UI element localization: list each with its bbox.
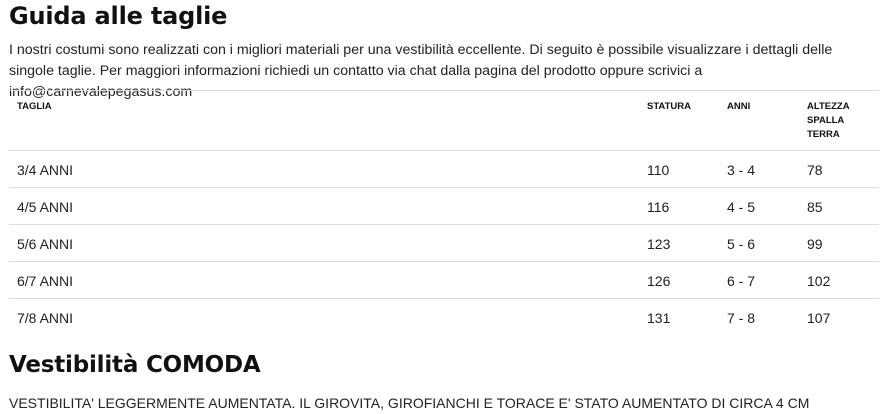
table-row <box>9 225 879 262</box>
size-table <box>9 90 879 336</box>
cell-anni: 5 - 6 <box>727 236 756 252</box>
table-row <box>9 151 879 188</box>
table-row <box>9 262 879 299</box>
cell-altezza: 99 <box>807 236 823 252</box>
cell-taglia: 6/7 ANNI <box>17 273 74 289</box>
cell-taglia: 3/4 ANNI <box>17 162 74 178</box>
column-header-statura: STATURA <box>647 101 691 112</box>
cell-taglia: 4/5 ANNI <box>17 199 74 215</box>
cell-anni: 6 - 7 <box>727 273 756 289</box>
cell-statura: 110 <box>647 162 670 178</box>
cell-altezza: 107 <box>807 310 831 326</box>
table-row <box>9 188 879 225</box>
cell-statura: 126 <box>647 273 671 289</box>
size-table-header-row <box>9 91 879 151</box>
cell-taglia: 7/8 ANNI <box>17 310 74 326</box>
cell-altezza: 85 <box>807 199 823 215</box>
cell-anni: 7 - 8 <box>727 310 756 326</box>
cell-altezza: 78 <box>807 162 823 178</box>
cell-anni: 4 - 5 <box>727 199 756 215</box>
cell-statura: 123 <box>647 236 671 252</box>
cell-taglia: 5/6 ANNI <box>17 236 74 252</box>
size-guide-intro: I nostri costumi sono realizzati con i migliori materiali per una vestibilità eccellente. Di seguito è possibile visualizzare i dettagli delle singole taglie. Per maggiori informazioni richiedi un contatto via chat dalla pagina del prodotto oppure scrivici a info@carnevalepegasus.com <box>9 42 833 100</box>
cell-statura: 131 <box>647 310 671 326</box>
size-guide-title: Guida alle taglie <box>9 2 228 30</box>
table-row <box>9 299 879 336</box>
fit-title: Vestibilità COMODA <box>9 352 261 378</box>
fit-description: VESTIBILITA' LEGGERMENTE AUMENTATA. IL GIROVITA, GIROFIANCHI E TORACE E' STATO AUMENTATO DI CIRCA 4 CM <box>9 395 810 411</box>
column-header-anni: ANNI <box>727 101 751 112</box>
cell-statura: 116 <box>647 199 670 215</box>
cell-altezza: 102 <box>807 273 831 289</box>
column-header-altezza-spalla-terra: ALTEZZA SPALLA TERRA <box>807 101 850 140</box>
column-header-taglia: TAGLIA <box>17 101 52 112</box>
cell-anni: 3 - 4 <box>727 162 756 178</box>
